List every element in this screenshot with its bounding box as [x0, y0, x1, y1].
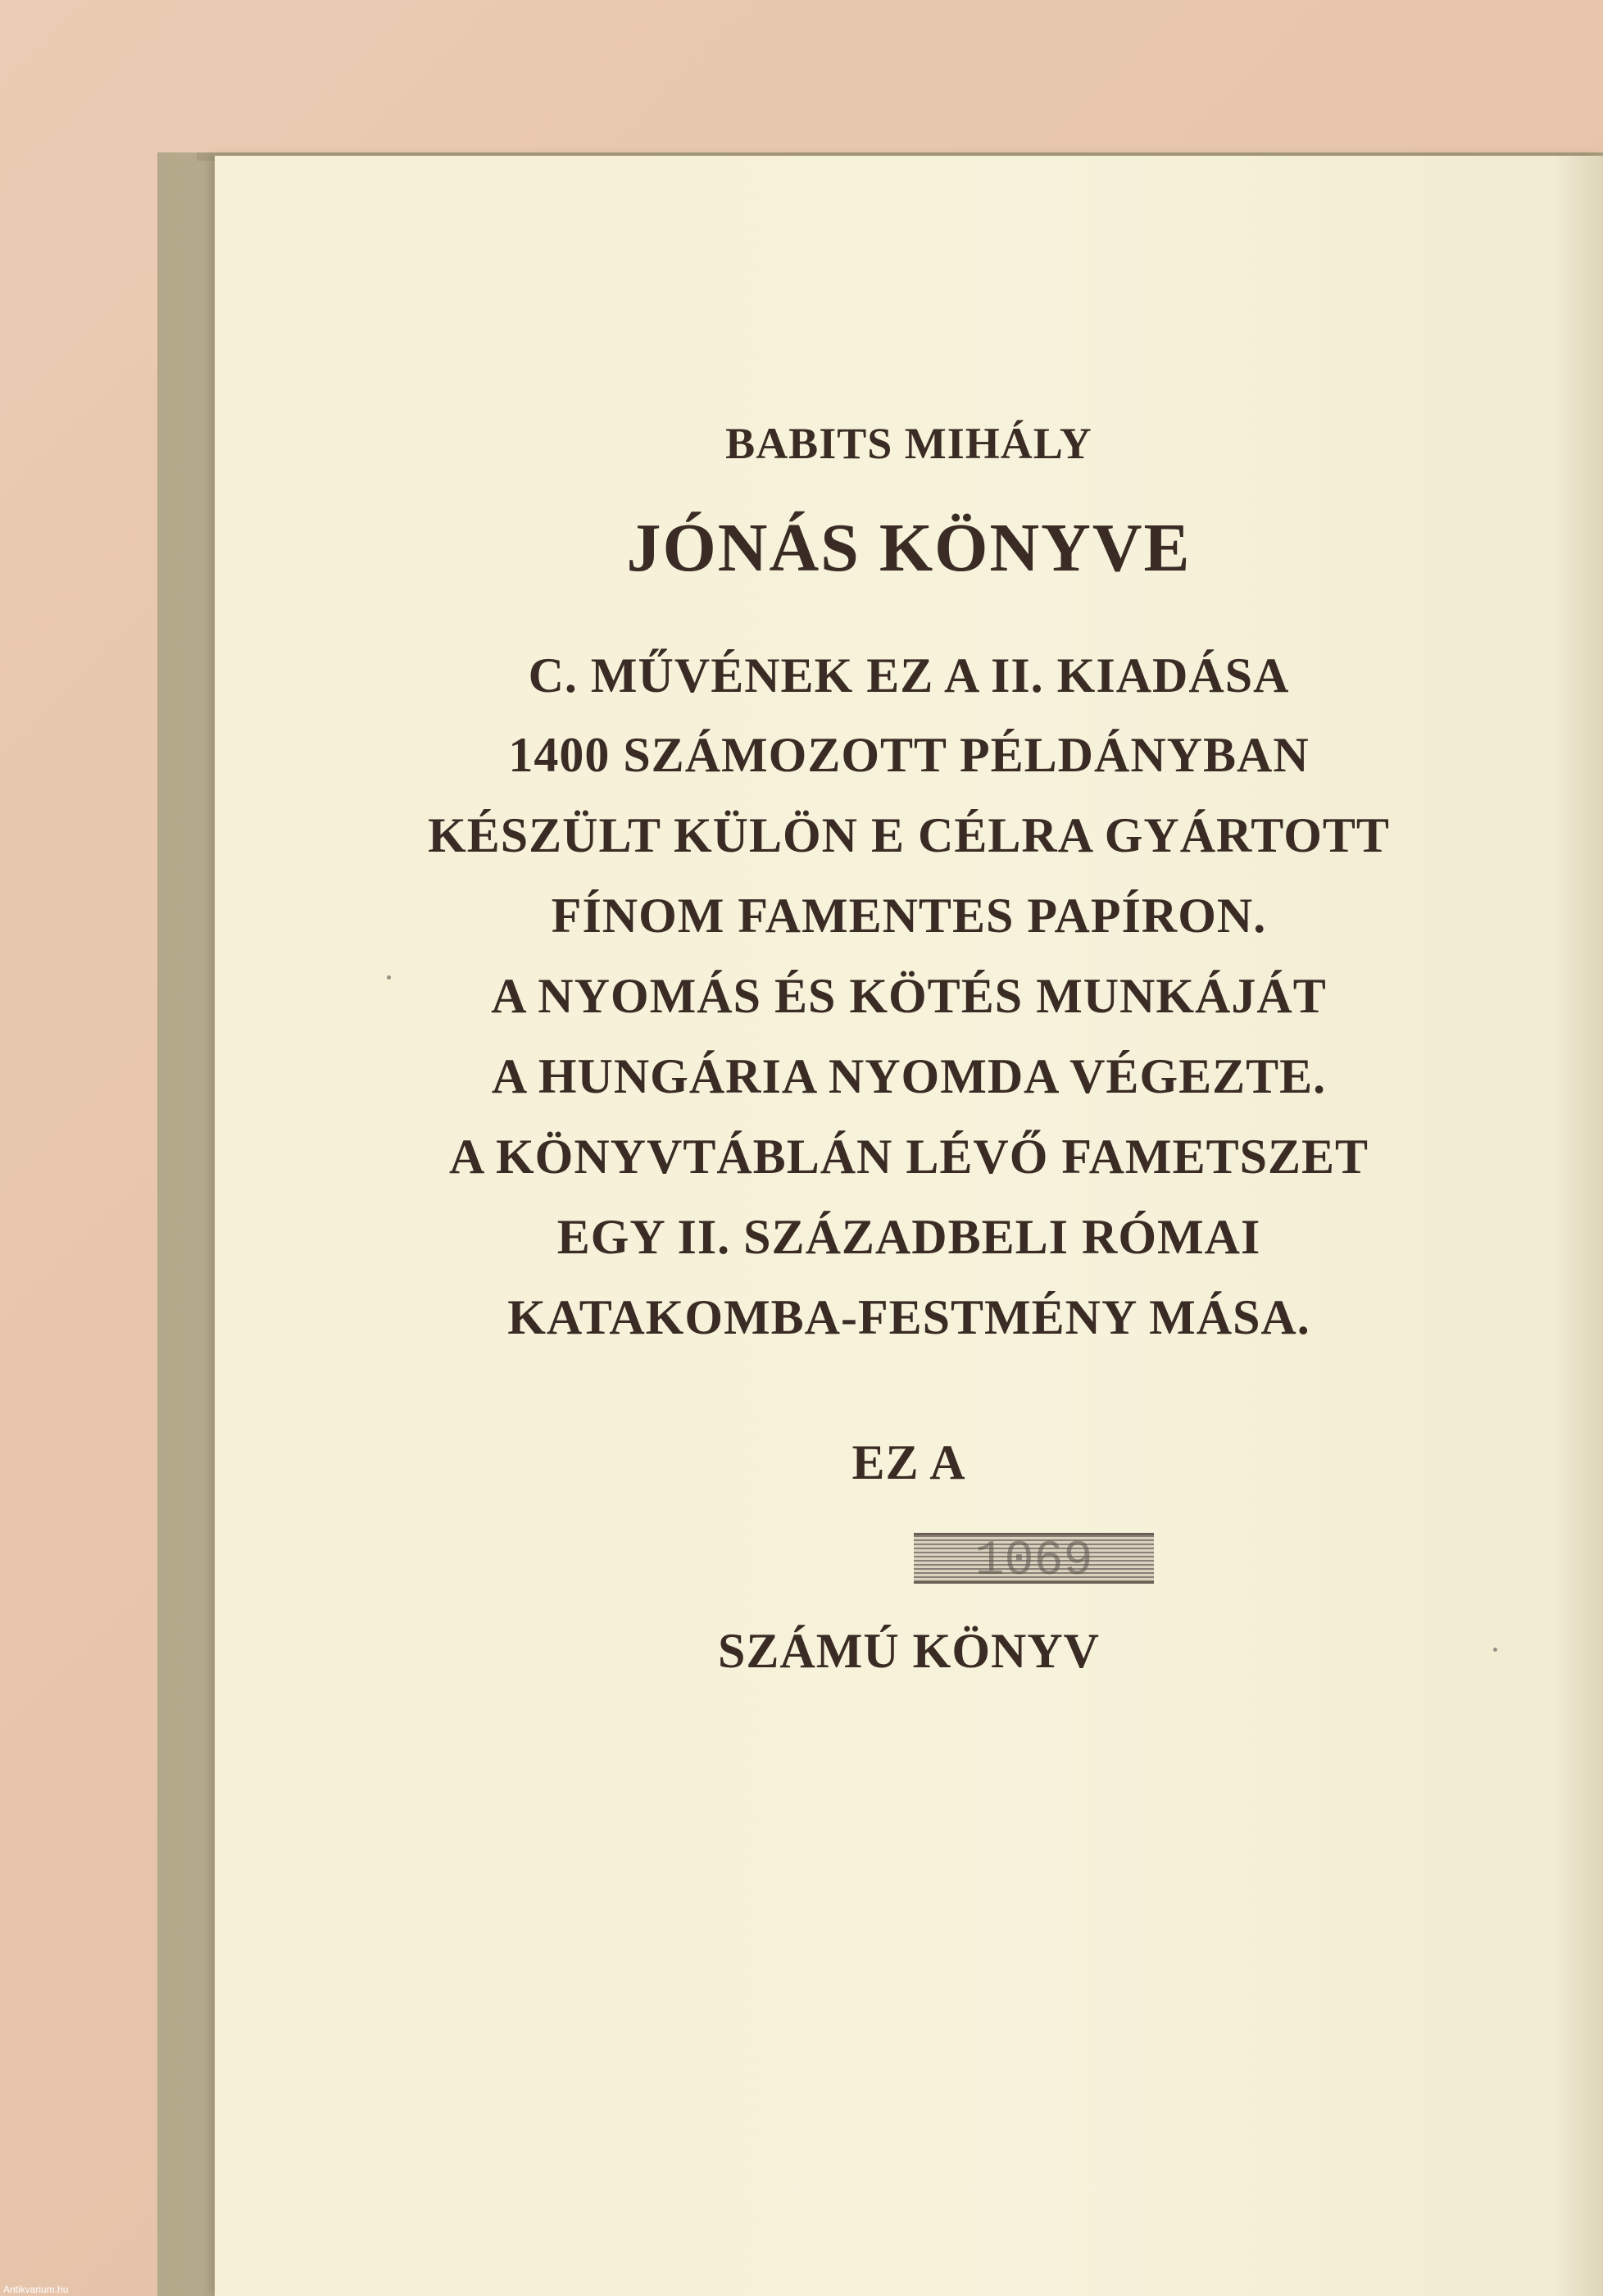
colophon-line-7: A KÖNYVTÁBLÁN LÉVŐ FAMETSZET: [448, 1130, 1369, 1184]
colophon-line-9: KATAKOMBA-FESTMÉNY MÁSA.: [507, 1290, 1310, 1344]
colophon-line-1: C. MŰVÉNEK EZ A II. KIADÁSA: [528, 648, 1290, 702]
copy-number: 1069: [974, 1534, 1093, 1589]
colophon-line-6: A HUNGÁRIA NYOMDA VÉGEZTE.: [491, 1049, 1327, 1103]
szamu-konyv-label: SZÁMÚ KÖNYV: [717, 1624, 1100, 1678]
paper-speck: [387, 975, 391, 980]
colophon-line-4: FÍNOM FAMENTES PAPÍRON.: [551, 889, 1267, 943]
colophon-line-3: KÉSZÜLT KÜLÖN E CÉLRA GYÁRTOTT: [428, 808, 1390, 862]
paper-speck: [1493, 1648, 1497, 1652]
ez-a-label: EZ A: [851, 1435, 966, 1489]
watermark-text: Antikvarium.hu: [3, 2284, 69, 2295]
author-name: BABITS MIHÁLY: [725, 419, 1092, 468]
copy-number-stamp: [914, 1533, 1154, 1589]
colophon-line-8: EGY II. SZÁZADBELI RÓMAI: [556, 1210, 1261, 1264]
colophon-page: [215, 156, 1603, 2296]
book-title: JÓNÁS KÖNYVE: [626, 510, 1192, 586]
colophon-line-2: 1400 SZÁMOZOTT PÉLDÁNYBAN: [508, 728, 1310, 782]
colophon-line-5: A NYOMÁS ÉS KÖTÉS MUNKÁJÁT: [491, 969, 1327, 1023]
